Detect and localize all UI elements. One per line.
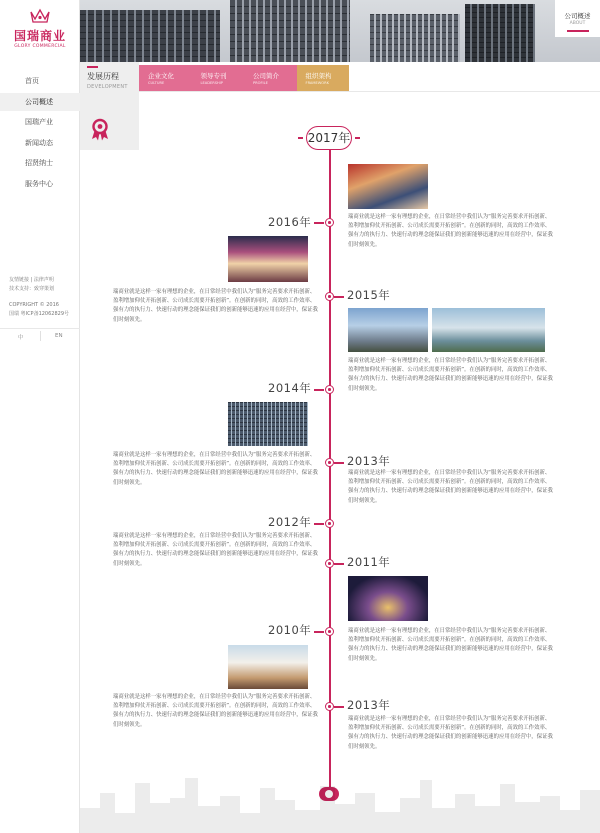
timeline-node [325, 702, 334, 711]
sidebar-footer [0, 276, 80, 318]
section-label-about[interactable] [555, 0, 600, 37]
banner-building [80, 10, 220, 62]
timeline-node [325, 458, 334, 467]
banner-building [370, 14, 460, 62]
timeline-photo-night [348, 576, 428, 621]
timeline-description: 瑞商业就是这样一家有理想的企业，在日常经营中我们认为“服务完善要求开拓创新、盈利增加仰仗开拓创新、公司成长需要开拓创新”。在创新的同时，高效的工作效率、强有力的执行力、快速行动的理念能保证我们的创新能够迅速的应用在经营中，保证我们时刻领先。 [113, 694, 318, 728]
tab-sublabel: PROFILE [253, 81, 268, 85]
about-label-en: ABOUT [569, 21, 586, 26]
page-subtitle: DEVELOPMENT [87, 84, 128, 90]
section-tabs [139, 65, 349, 91]
timeline-year: 2013年 [347, 698, 391, 712]
timeline-current-year [298, 126, 360, 150]
timeline-photo-mall [228, 236, 308, 282]
timeline-node [325, 385, 334, 394]
skyline-watermark [80, 768, 600, 833]
sidebar-item-about[interactable]: 公司概述 [0, 93, 80, 111]
timeline-description: 瑞商业就是这样一家有理想的企业，在日常经营中我们认为“服务完善要求开拓创新、盈利增加仰仗开拓创新、公司成长需要开拓创新”。在创新的同时，高效的工作效率、强有力的执行力、快速行动的理念能保证我们的创新能够迅速的应用在经营中，保证我们时刻领先。 [348, 214, 553, 248]
timeline-node [325, 559, 334, 568]
footer-icp: 国瑞 粤ICP备12062829号 [9, 310, 70, 317]
timeline-year: 2010年 [268, 623, 312, 637]
timeline-photo-office [348, 308, 428, 352]
sidebar-nav [0, 72, 80, 195]
logo-name-en: GLORY COMMERCIAL [14, 44, 66, 49]
timeline-year: 2015年 [347, 288, 391, 302]
sidebar-item-industry[interactable]: 国瑞产业 [25, 118, 53, 126]
logo[interactable] [0, 0, 80, 62]
header-divider [139, 91, 600, 92]
timeline-description: 瑞商业就是这样一家有理想的企业，在日常经营中我们认为“服务完善要求开拓创新、盈利增加仰仗开拓创新、公司成长需要开拓创新”。在创新的同时，高效的工作效率、强有力的执行力、快速行动的理念能保证我们的创新能够迅速的应用在经营中，保证我们时刻领先。 [113, 452, 318, 486]
tab-sublabel: LEADERSHIP [200, 81, 223, 85]
timeline-description: 瑞商业就是这样一家有理想的企业，在日常经营中我们认为“服务完善要求开拓创新、盈利增加仰仗开拓创新、公司成长需要开拓创新”。在创新的同时，高效的工作效率、强有力的执行力、快速行动的理念能保证我们的创新能够迅速的应用在经营中，保证我们时刻领先。 [113, 289, 318, 323]
tab-framework[interactable] [297, 65, 350, 91]
about-underline [567, 30, 589, 32]
sidebar-item-home[interactable]: 首页 [25, 77, 39, 85]
header-banner [80, 0, 600, 62]
banner-building [465, 4, 535, 62]
ribbon-award-icon [90, 118, 110, 142]
timeline-photo-expo [348, 164, 428, 209]
tab-culture[interactable] [139, 65, 192, 91]
page-title: 发展历程 [87, 72, 119, 81]
footer-copyright: COPYRIGHT © 2016 [9, 302, 59, 308]
footer-links[interactable]: 友情链接 | 法律声明 [9, 277, 54, 283]
timeline-description: 瑞商业就是这样一家有理想的企业，在日常经营中我们认为“服务完善要求开拓创新、盈利增加仰仗开拓创新、公司成长需要开拓创新”。在创新的同时，高效的工作效率、强有力的执行力、快速行动的理念能保证我们的创新能够迅速的应用在经营中，保证我们时刻领先。 [348, 358, 553, 392]
sidebar [0, 0, 80, 833]
lang-divider [40, 331, 41, 341]
timeline-photo-city [228, 645, 308, 689]
timeline-photo-tower [228, 402, 308, 446]
timeline-description: 瑞商业就是这样一家有理想的企业，在日常经营中我们认为“服务完善要求开拓创新、盈利增加仰仗开拓创新、公司成长需要开拓创新”。在创新的同时，高效的工作效率、强有力的执行力、快速行动的理念能保证我们的创新能够迅速的应用在经营中，保证我们时刻领先。 [348, 628, 553, 662]
tab-label: 公司简介 [253, 72, 279, 80]
tab-sublabel: CULTURE [148, 81, 165, 85]
tab-profile[interactable] [244, 65, 297, 91]
footer-support: 技术支持：致穿策划 [9, 285, 55, 292]
tab-label: 领导专刊 [200, 72, 227, 80]
timeline-node [325, 218, 334, 227]
lang-zh[interactable]: 中 [18, 335, 24, 341]
timeline-year: 2012年 [268, 515, 312, 529]
timeline-node [325, 292, 334, 301]
sidebar-item-news[interactable]: 新闻动态 [25, 138, 53, 147]
timeline-node [325, 519, 334, 528]
banner-building [230, 0, 350, 62]
timeline-description: 瑞商业就是这样一家有理想的企业，在日常经营中我们认为“服务完善要求开拓创新、盈利增加仰仗开拓创新、公司成长需要开拓创新”。在创新的同时，高效的工作效率、强有力的执行力、快速行动的理念能保证我们的创新能够迅速的应用在经营中，保证我们时刻领先。 [348, 716, 553, 750]
timeline-year: 2014年 [268, 381, 312, 395]
timeline-description: 瑞商业就是这样一家有理想的企业，在日常经营中我们认为“服务完善要求开拓创新、盈利增加仰仗开拓创新、公司成长需要开拓创新”。在创新的同时，高效的工作效率、强有力的执行力、快速行动的理念能保证我们的创新能够迅速的应用在经营中，保证我们时刻领先。 [348, 470, 553, 504]
timeline-description: 瑞商业就是这样一家有理想的企业，在日常经营中我们认为“服务完善要求开拓创新、盈利增加仰仗开拓创新、公司成长需要开拓创新”。在创新的同时，高效的工作效率、强有力的执行力、快速行动的理念能保证我们的创新能够迅速的应用在经营中，保证我们时刻领先。 [113, 533, 318, 567]
timeline-year: 2013年 [347, 454, 391, 468]
tab-sublabel: FRAMEWORK [305, 81, 329, 85]
language-switcher [0, 328, 80, 342]
timeline-year: 2011年 [347, 555, 391, 569]
sidebar-item-service[interactable]: 服务中心 [25, 179, 53, 188]
sidebar-item-careers[interactable]: 招贤纳士 [25, 159, 53, 167]
tab-leadership[interactable] [192, 65, 245, 91]
title-accent [87, 66, 98, 68]
lang-en[interactable]: EN [55, 333, 63, 339]
timeline-photo-campus [432, 308, 545, 352]
tab-label: 企业文化 [148, 72, 174, 80]
timeline-node [325, 627, 334, 636]
tab-label: 组织架构 [305, 72, 332, 80]
about-label-cn: 公司概述 [564, 12, 591, 20]
timeline-year: 2016年 [268, 215, 312, 229]
current-year-pill: 2017年 [306, 126, 352, 150]
logo-name-cn: 国瑞商业 [13, 29, 66, 43]
crown-emblem-icon [30, 8, 50, 23]
